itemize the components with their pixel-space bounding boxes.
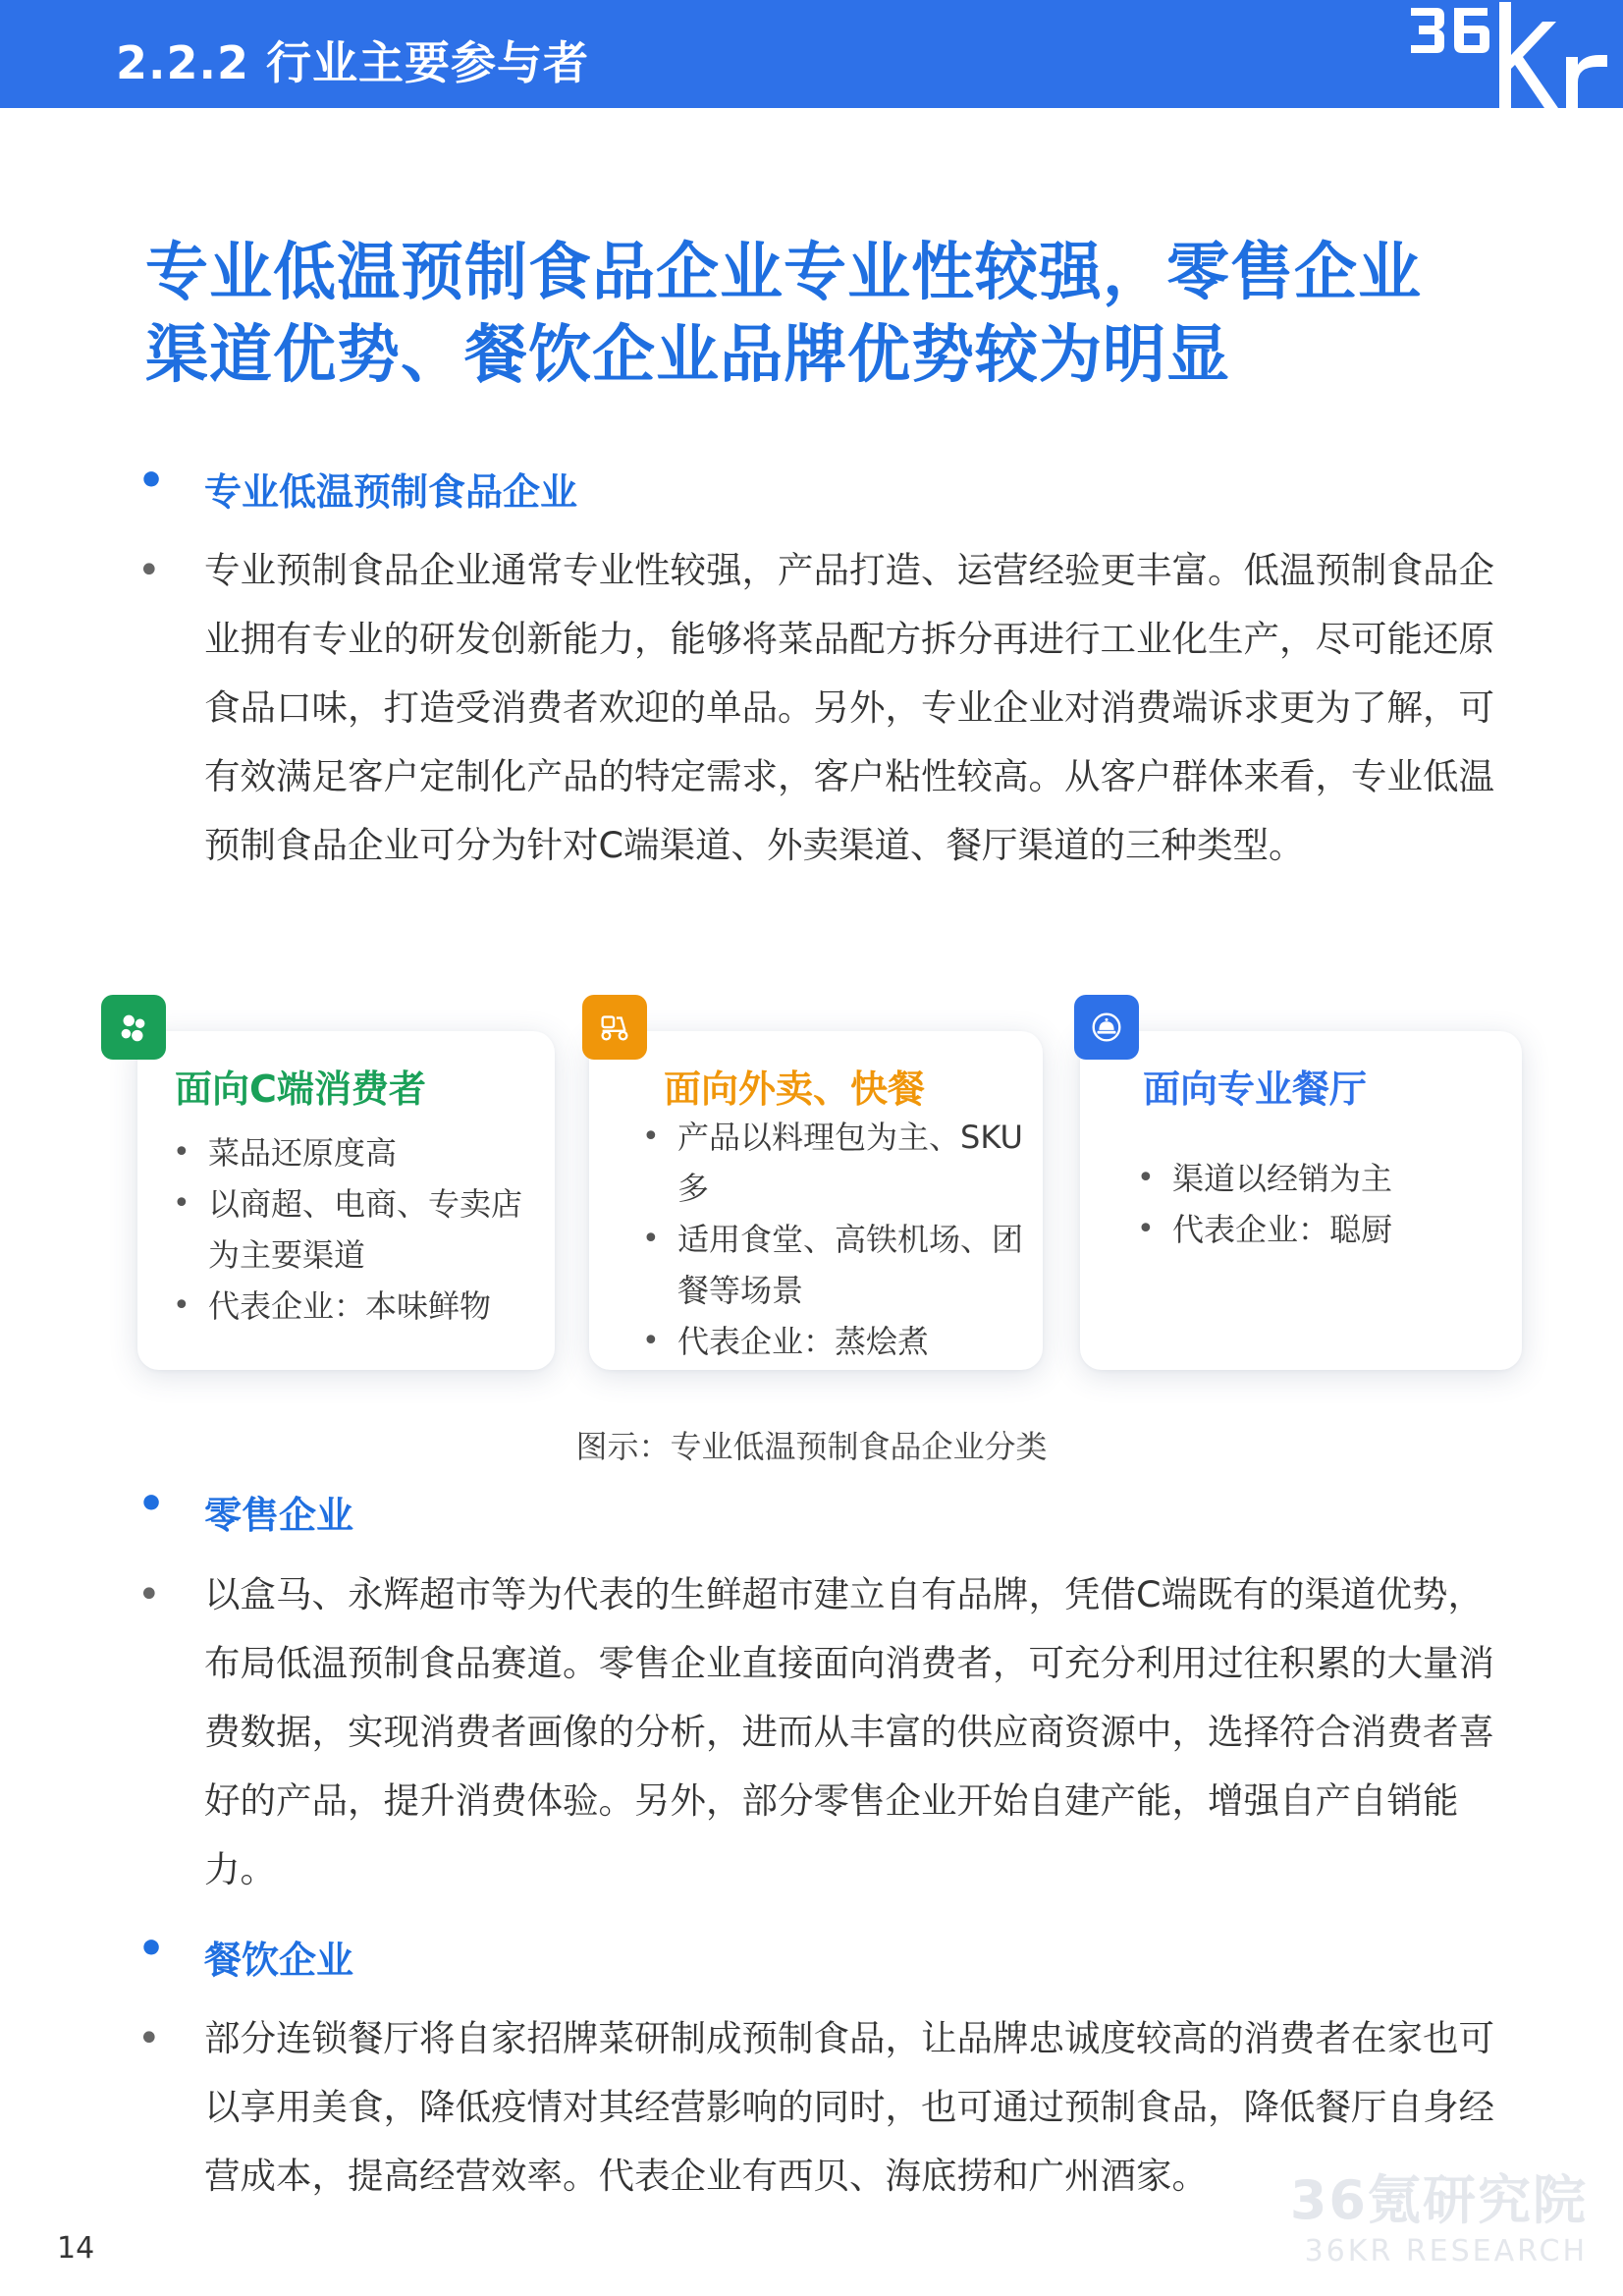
- card-list-item: • 代表企业：蒸烩煮: [638, 1316, 1031, 1367]
- headline-line-1: 专业低温预制食品企业专业性较强，零售企业: [145, 237, 1422, 309]
- card-title: 面向专业餐厅: [1143, 1067, 1368, 1111]
- card-list: [1133, 1153, 1516, 1255]
- card-restaurant: [1080, 1031, 1522, 1370]
- paragraph-text: 以盒马、永辉超市等为代表的生鲜超市建立自有品牌，凭借C端既有的渠道优势，布局低温预制食品赛道。零售企业直接面向消费者，可充分利用过往积累的大量消费数据，实现消费者画像的分析，进而从丰富的供应商资源中，选择符合消费者喜好的产品，提升消费体验。另外，部分零售企业开始自建产能，增强自产自销能力。: [204, 1573, 1494, 1890]
- watermark-line-1: 36氪研究院: [1289, 2169, 1588, 2231]
- figure-caption: 图示：专业低温预制食品企业分类: [575, 1428, 1048, 1465]
- bullet: •: [137, 2016, 161, 2061]
- card-title: 面向外卖、快餐: [664, 1067, 926, 1111]
- headline: [145, 232, 1500, 397]
- bullet: •: [137, 456, 166, 506]
- delivery-scooter-icon: [582, 995, 647, 1060]
- card-list: [638, 1112, 1031, 1367]
- section-heading-label: 零售企业: [204, 1494, 354, 1537]
- card-list-item: • 以商超、电商、专卖店为主要渠道: [169, 1178, 542, 1281]
- section-title: 2.2.2 行业主要参与者: [116, 36, 589, 89]
- bullet: •: [137, 1924, 166, 1974]
- card-list-item: • 代表企业：聪厨: [1133, 1204, 1516, 1255]
- bullet: •: [137, 548, 161, 593]
- people-group-icon: [101, 995, 166, 1060]
- serving-cloche-icon: [1074, 995, 1139, 1060]
- card-list-item: • 产品以料理包为主、SKU多: [638, 1112, 1031, 1214]
- card-consumer: [137, 1031, 555, 1370]
- card-list-item: • 菜品还原度高: [169, 1127, 542, 1178]
- card-takeout: [589, 1031, 1043, 1370]
- paragraph-text: 专业预制食品企业通常专业性较强，产品打造、运营经验更丰富。低温预制食品企业拥有专业的研发创新能力，能够将菜品配方拆分再进行工业化生产，尽可能还原食品口味，打造受消费者欢迎的单品。另外，专业企业对消费端诉求更为了解，可有效满足客户定制化产品的特定需求，客户粘性较高。从客户群体来看，专业低温预制食品企业可分为针对C端渠道、外卖渠道、餐厅渠道的三种类型。: [204, 549, 1494, 866]
- card-list-item: • 渠道以经销为主: [1133, 1153, 1516, 1204]
- card-list-item: • 代表企业：本味鲜物: [169, 1281, 542, 1332]
- watermark-line-2: 36KR RESEARCH: [1304, 2234, 1588, 2269]
- section-heading-label: 专业低温预制食品企业: [204, 470, 578, 514]
- headline-line-2: 渠道优势、餐饮企业品牌优势较为明显: [145, 319, 1230, 392]
- 36kr-logo: [1397, 0, 1623, 108]
- card-title: 面向C端消费者: [175, 1067, 426, 1111]
- watermark: [1290, 2159, 1588, 2269]
- header-bar: [0, 0, 1623, 108]
- card-list: [169, 1127, 542, 1332]
- card-list-item: • 适用食堂、高铁机场、团餐等场景: [638, 1214, 1031, 1316]
- bullet: •: [137, 1479, 166, 1529]
- page-number: 14: [57, 2231, 95, 2266]
- section-heading-label: 餐饮企业: [204, 1939, 354, 1982]
- paragraph-text: 部分连锁餐厅将自家招牌菜研制成预制食品，让品牌忠诚度较高的消费者在家也可以享用美食，降低疫情对其经营影响的同时，也可通过预制食品，降低餐厅自身经营成本，提高经营效率。代表企业有西贝、海底捞和广州酒家。: [204, 2017, 1494, 2197]
- bullet: •: [137, 1572, 161, 1617]
